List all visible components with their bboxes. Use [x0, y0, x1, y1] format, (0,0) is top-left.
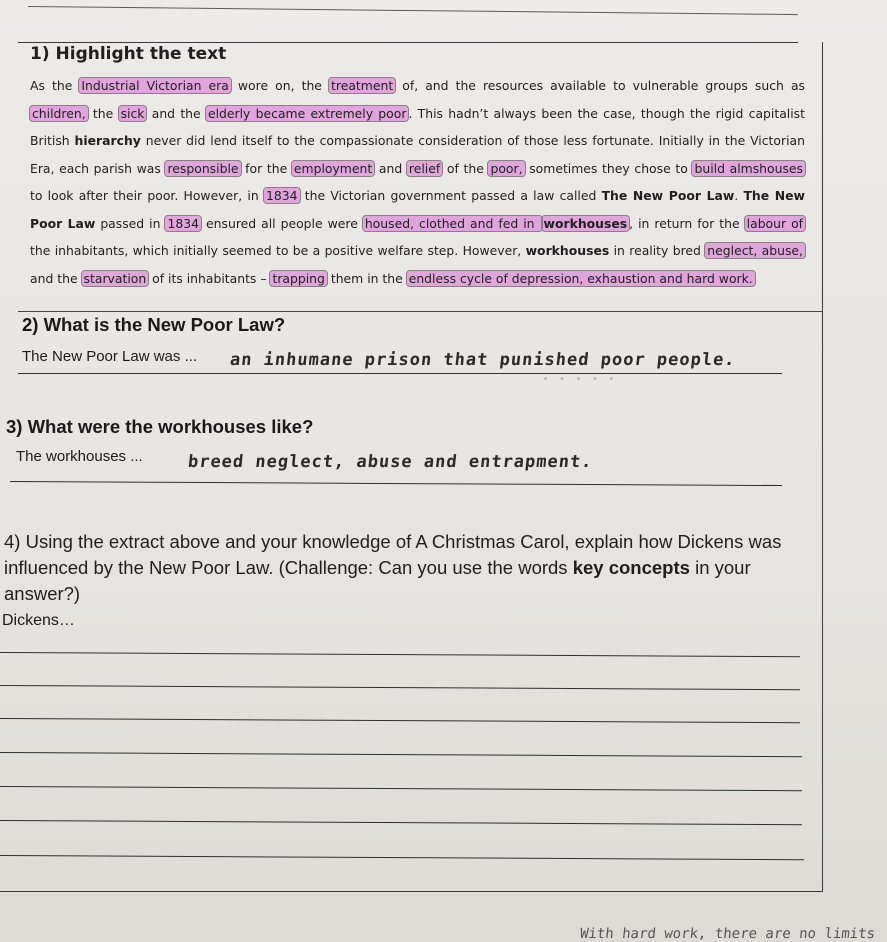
extract-text: them in the — [326, 270, 407, 286]
highlighted-phrase: build almshouses — [694, 160, 803, 176]
frame-line-top — [28, 6, 798, 15]
question-4-key-concepts: key concepts — [572, 557, 690, 578]
highlighted-phrase: workhouses — [543, 215, 628, 231]
extract-text: . — [734, 188, 744, 203]
frame-line — [18, 42, 798, 43]
section-divider — [18, 311, 822, 312]
extract-text: of, and the resources available to vulnerable groups such as — [395, 78, 806, 93]
answer-line-3 — [10, 481, 782, 486]
question-4-text-a: 4) Using the extract above and your knowledge of A Christmas Carol, explain how Dickens was influenced by the New Poor Law. (Challenge: Can you use the words — [4, 531, 782, 578]
answer-stem-2: The New Poor Law was ... — [22, 348, 198, 365]
section1-title: 1) Highlight the text — [30, 44, 227, 64]
extract-text: wore on, the — [230, 78, 330, 93]
highlighted-phrase: poor, — [490, 160, 523, 176]
answer-line-4[interactable] — [0, 685, 800, 690]
highlighted-phrase: housed, clothed and fed in — [364, 215, 540, 231]
answer-stem-4: Dickens… — [2, 612, 75, 629]
handwritten-answer-3[interactable]: breed neglect, abuse and entrapment. — [186, 452, 594, 472]
question-4 — [4, 529, 794, 607]
extract-text: and — [374, 160, 407, 176]
highlighted-phrase: responsible — [167, 160, 239, 176]
footer-handwriting: With hard work, there are no limits — [579, 926, 876, 942]
extract-text: in reality bred — [609, 243, 706, 258]
extract-text: . This hadn’t always been the case, though the rigid capitalist British — [30, 105, 805, 148]
extract-text: As the — [30, 78, 80, 93]
answer-line-4[interactable] — [0, 752, 802, 757]
extract-text: and the — [146, 105, 206, 121]
extract-text: the inhabitants, which initially seemed to be a positive welfare step. However, — [30, 243, 526, 258]
extract-paragraph — [30, 72, 805, 292]
extract-text: of the — [442, 160, 489, 176]
extract-text: for the — [240, 160, 292, 176]
extract-text: of its inhabitants – — [148, 270, 271, 286]
extract-text: passed in — [95, 215, 166, 231]
highlighted-phrase: sick — [120, 105, 145, 121]
frame-line-bottom — [0, 891, 823, 892]
highlighted-phrase: 1834 — [265, 188, 298, 203]
extract-text: and the — [30, 270, 82, 286]
question-2: 2) What is the New Poor Law? — [22, 314, 286, 335]
extract-text: the — [87, 105, 119, 121]
answer-line-4[interactable] — [0, 718, 800, 723]
show-through-text: · · · · · — [540, 370, 614, 388]
highlighted-phrase: starvation — [83, 270, 147, 286]
answer-line-2 — [18, 373, 782, 374]
answer-stem-3: The workhouses ... — [16, 448, 143, 465]
highlighted-phrase: treatment — [331, 78, 394, 93]
frame-line-right — [822, 42, 823, 892]
question-3: 3) What were the workhouses like? — [6, 416, 314, 437]
extract-text: ensured all people were — [201, 215, 363, 231]
highlighted-phrase: labour of — [746, 215, 804, 231]
highlighted-phrase: 1834 — [167, 215, 200, 231]
answer-line-4[interactable] — [0, 652, 800, 657]
extract-text: to look after their poor. However, in — [30, 188, 264, 203]
bold-term: hierarchy — [74, 133, 141, 148]
highlighted-phrase: Industrial Victorian era — [81, 78, 229, 93]
bold-term: The New Poor Law — [601, 188, 735, 203]
highlighted-phrase: neglect, abuse, — [707, 243, 803, 258]
extract-text: , in return for the — [629, 215, 745, 231]
bold-term: The New Poor Law — [30, 188, 805, 231]
highlighted-phrase: endless cycle of depression, exhaustion and hard work. — [408, 270, 753, 286]
extract-text: never did lend itself to the compassionate consideration of those less fortunate. Initially in the Victorian Era, each parish was — [30, 133, 805, 176]
highlighted-phrase: elderly became extremely poor — [207, 105, 407, 121]
question-4-text-b: in your answer?) — [4, 557, 751, 604]
highlighted-phrase: children, — [32, 105, 86, 121]
bold-term: workhouses — [525, 243, 610, 258]
answer-line-4[interactable] — [0, 855, 804, 860]
highlighted-phrase: relief — [408, 160, 441, 176]
extract-text: sometimes they chose to — [524, 160, 693, 176]
handwritten-answer-2[interactable]: an inhumane prison that punished poor people. — [228, 350, 737, 370]
answer-line-4[interactable] — [0, 820, 802, 825]
extract-text: the Victorian government passed a law called — [299, 188, 602, 203]
highlighted-phrase: trapping — [272, 270, 325, 286]
highlighted-phrase: employment — [293, 160, 373, 176]
answer-line-4[interactable] — [0, 786, 802, 791]
